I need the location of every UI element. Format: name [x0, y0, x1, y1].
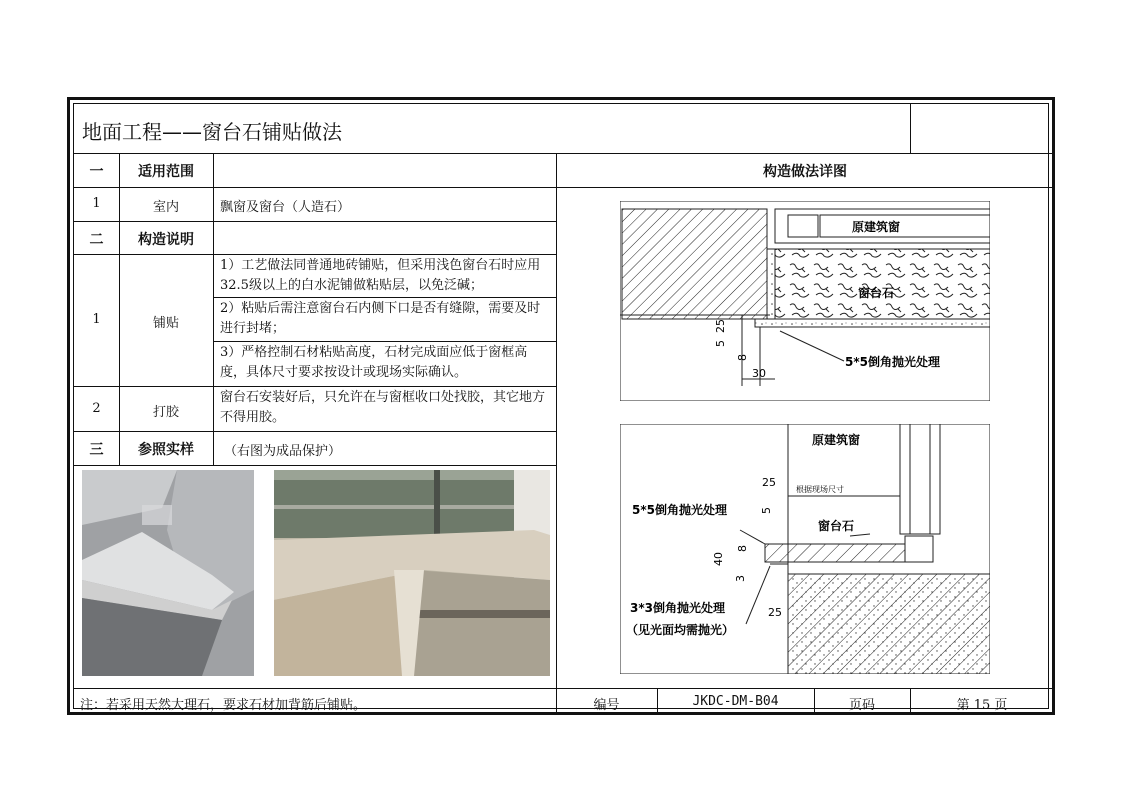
- bottom-callout-3x3: 3*3倒角抛光处理: [630, 601, 725, 615]
- sample-photo-finished-protection: [274, 470, 550, 676]
- bottom-dim-25-top: 25: [762, 476, 776, 489]
- right-panel-header: 构造做法详图: [763, 164, 847, 180]
- drawing-frame: [67, 97, 1055, 715]
- bottom-dim-5: 5: [760, 507, 773, 514]
- section-1-label: 适用范围: [138, 164, 194, 180]
- glue-row-number: 2: [92, 401, 101, 416]
- sample-photo-windowsill: [82, 470, 254, 676]
- footer-code-value: JKDC-DM-B04: [692, 694, 779, 709]
- section-3-note: （右图为成品保护）: [224, 444, 342, 459]
- section-1-number: 一: [89, 164, 104, 180]
- bottom-span-label: 根据现场尺寸: [796, 485, 844, 494]
- page-title: 地面工程——窗台石铺贴做法: [82, 120, 342, 144]
- paste-row-label: 铺贴: [152, 316, 179, 331]
- top-dim-8: 8: [736, 354, 749, 361]
- top-window-label: 原建筑窗: [852, 220, 901, 234]
- bottom-window-label: 原建筑窗: [812, 433, 861, 447]
- bottom-callout-3x3-note: （见光面均需抛光）: [626, 623, 735, 637]
- bottom-callout-5x5: 5*5倒角抛光处理: [632, 503, 727, 517]
- section-2-number: 二: [89, 232, 104, 248]
- footer-code-label: 编号: [593, 698, 620, 713]
- top-dim-30: 30: [752, 367, 766, 380]
- detail-diagram-top: [620, 201, 990, 401]
- top-dim-25: 25: [714, 319, 727, 333]
- section-2-label: 构造说明: [138, 232, 194, 248]
- bottom-dim-8: 8: [736, 545, 749, 552]
- section-3-number: 三: [89, 442, 104, 458]
- scope-row-number: 1: [92, 196, 101, 211]
- glue-row-label: 打胶: [152, 405, 179, 420]
- footer-note: 注：若采用天然大理石，要求石材加背筋后铺贴。: [80, 698, 367, 713]
- top-callout-chamfer: 5*5倒角抛光处理: [845, 355, 940, 369]
- scope-row-description: 飘窗及窗台（人造石）: [220, 200, 351, 215]
- glue-row-description: 窗台石安装好后，只允许在与窗框收口处找胶，其它地方不得用胶。: [220, 390, 546, 425]
- footer-page-label: 页码: [848, 698, 875, 713]
- footer-page-value: 第 15 页: [956, 698, 1008, 713]
- scope-row-place: 室内: [152, 200, 179, 215]
- section-3-label: 参照实样: [138, 442, 194, 458]
- paste-item-3: 3）严格控制石材粘贴高度，石材完成面应低于窗框高度，具体尺寸要求按设计或现场实际确认。: [220, 345, 528, 380]
- paste-row-number: 1: [92, 312, 101, 327]
- top-stone-label: 窗台石: [858, 286, 895, 300]
- paste-item-2: 2）粘贴后需注意窗台石内侧下口是否有缝隙，需要及时进行封堵；: [220, 301, 541, 336]
- paste-item-1: 1）工艺做法同普通地砖铺贴，但采用浅色窗台石时应用32.5级以上的白水泥铺做粘贴层，以免泛碱；: [220, 258, 541, 293]
- detail-diagram-bottom: [620, 424, 990, 674]
- bottom-stone-label: 窗台石: [818, 519, 855, 533]
- bottom-dim-40: 40: [712, 552, 725, 566]
- top-dim-5: 5: [714, 340, 727, 347]
- drawing-inner-border: [73, 103, 1049, 713]
- bottom-dim-25-bottom: 25: [768, 606, 782, 619]
- bottom-dim-3: 3: [734, 575, 747, 582]
